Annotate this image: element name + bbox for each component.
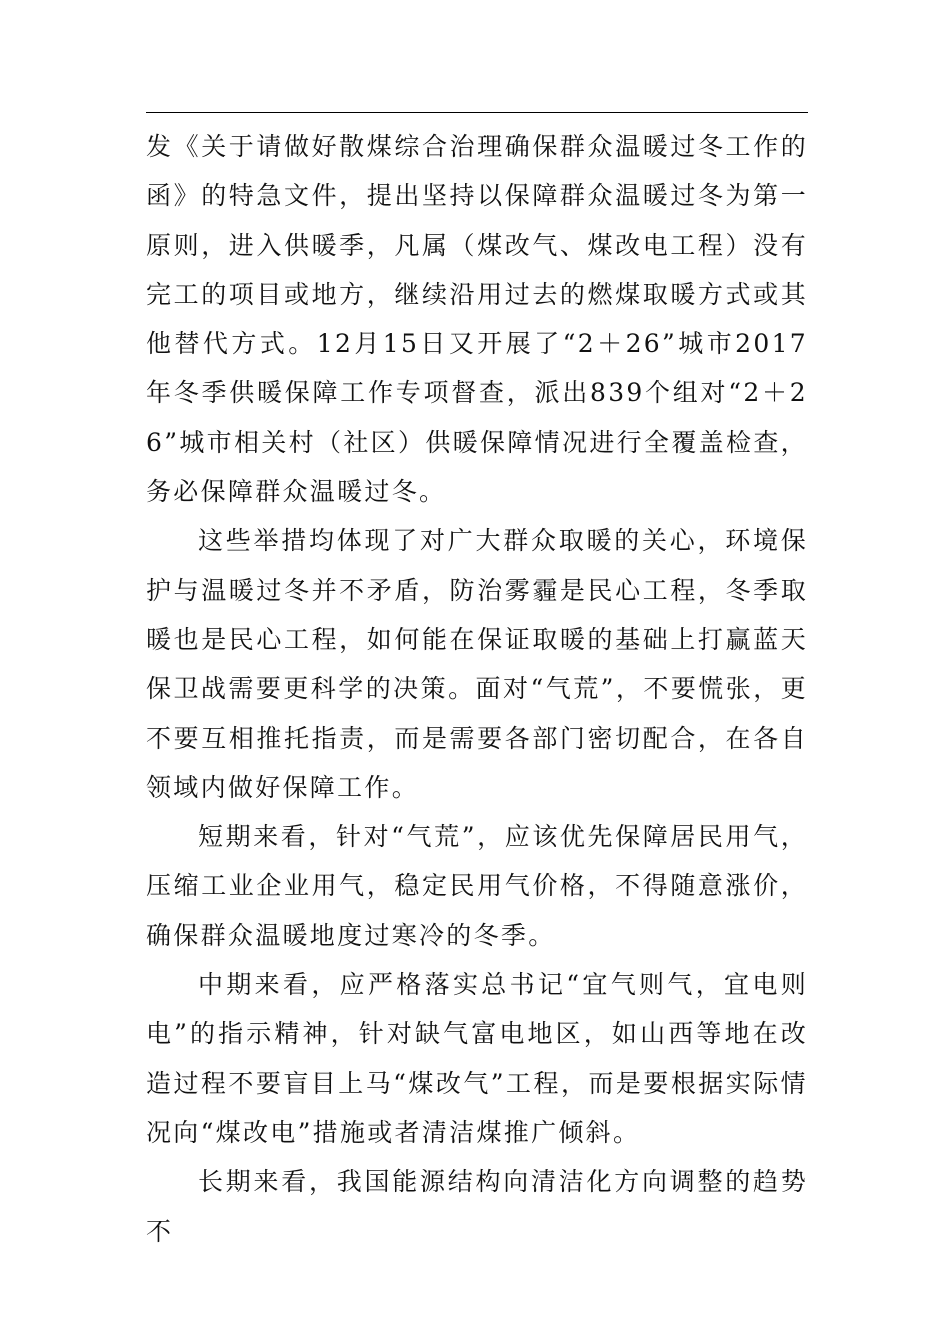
paragraph-mid-term: 中期来看，应严格落实总书记“宜气则气，宜电则电”的指示精神，针对缺气富电地区，如山西等地在改造过程不要盲目上马“煤改气”工程，而是要根据实际情况向“煤改电”措施或者清洁煤推广倾斜。: [146, 970, 808, 1147]
paragraph-continued: 发《关于请做好散煤综合治理确保群众温暖过冬工作的函》的特急文件，提出坚持以保障群众温暖过冬为第一原则，进入供暖季，凡属（煤改气、煤改电工程）没有完工的项目或地方，继续沿用过去的燃煤取暖方式或其他替代方式。12月15日又开展了“2＋26”城市2017年冬季供暖保障工作专项督查，派出839个组对“2＋26”城市相关村（社区）供暖保障情况进行全覆盖检查，务必保障群众温暖过冬。: [146, 132, 808, 507]
body-text: [146, 122, 808, 1256]
paragraph-measures: 这些举措均体现了对广大群众取暖的关心，环境保护与温暖过冬并不矛盾，防治雾霾是民心工程，冬季取暖也是民心工程，如何能在保证取暖的基础上打赢蓝天保卫战需要更科学的决策。面对“气荒”，不要慌张，更不要互相推托指责，而是需要各部门密切配合，在各自领域内做好保障工作。: [146, 526, 808, 802]
paragraph-long-term: 长期来看，我国能源结构向清洁化方向调整的趋势不: [146, 1167, 808, 1246]
paragraph-short-term: 短期来看，针对“气荒”，应该优先保障居民用气，压缩工业企业用气，稳定民用气价格，不得随意涨价，确保群众温暖地度过寒冷的冬季。: [146, 822, 808, 950]
header-rule: [146, 112, 808, 113]
